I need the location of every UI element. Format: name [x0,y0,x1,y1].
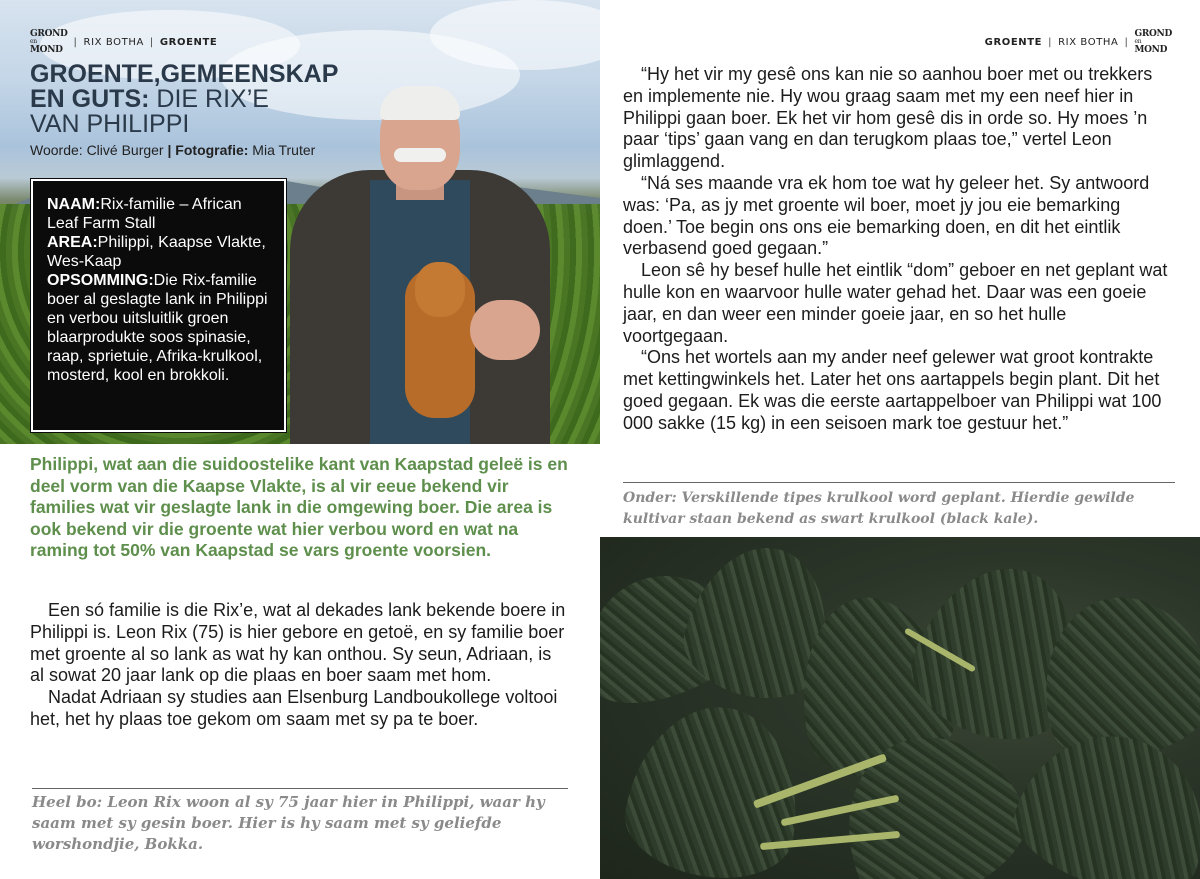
byline: Woorde: Clivé Burger | Fotografie: Mia Truter [30,142,316,158]
body-paragraph: “Hy het vir my gesê ons kan nie so aanhou boer met ou trekkers en implemente nie. Hy wou graag saam met my een neef hier in Philippi gaan boer. Ek het vir hom gesê dis in orde so. Hy moes ’n paar ‘tips’ gaan vang en dan terugkom plaas toe,” vertel Leon glimlaggend. [623,64,1153,172]
grond-en-mond-logo: GROND en MOND [1134,29,1172,55]
caption-divider [32,788,568,789]
header-section: GROENTE [984,36,1043,48]
info-naam-value: Rix-familie – African Leaf Farm Stall [47,196,242,232]
grond-en-mond-logo: GROND en MOND [30,29,68,55]
photo-caption-top: Heel bo: Leon Rix woon al sy 75 jaar hier in Philippi, waar hy saam met sy gesin boer. Hier is hy saam met sy geliefde worshondjie, Bokka. [32,793,545,853]
body-text-left [30,600,570,731]
header-section: GROENTE [159,36,218,48]
header-author: RIX BOTHA [1058,36,1119,48]
caption-divider [623,482,1175,483]
info-area-label: AREA: [47,234,98,251]
right-page [600,0,1200,879]
body-paragraph: “Ons het wortels aan my ander neef gelewer wat groot kontrakte met kettingwinkels het. Later het ons aartappels begin plant. Dit het goed gegaan. Ek was die eerste aartappelboer van Philippi wat 100 000 sakke (15 kg) in een seisoen mark toe gestuur het.” [623,347,1162,433]
article-title: GROENTE,GEMEENSKAP EN GUTS: DIE RIX’E VAN PHILIPPI [30,60,338,138]
page-header-right: GROENTE | RIX BOTHA | GROND en MOND [984,29,1172,55]
body-text-right [623,64,1171,435]
body-paragraph: Leon sê hy besef hulle het eintlik “dom” geboer en net geplant wat hulle kon en waarvoor hulle water gehad het. Daar was een goeie jaar, en dan weer een minder goeie jaar, en so het hulle voortgegaan. [623,260,1168,346]
info-area-value: Philippi, Kaapse Vlakte, Wes-Kaap [47,234,266,270]
info-box [31,179,286,432]
info-opsomming-value: Die Rix-familie boer al geslagte lank in Philippi en verbou uitsluitlik groen blaarprodukte soos spinasie, raap, sprietuie, Afrika-krulkool, mosterd, kool en brokkoli. [47,272,268,384]
body-paragraph: Nadat Adriaan sy studies aan Elsenburg Landboukollege voltooi het, het hy plaas toe gekom om saam met sy pa te boer. [30,687,558,729]
body-paragraph: Een só familie is die Rix’e, wat al dekades lank bekende boere in Philippi is. Leon Rix (75) is hier gebore en getoë, en sy familie boer met groente al so lank as wat hy kan onthou. Sy seun, Adriaan, is al sowat 20 jaar lank op die plaas en boer saam met hom. [30,600,566,686]
kale-photo [600,537,1200,879]
photo-caption-bottom: Onder: Verskillende tipes krulkool word geplant. Hierdie gewilde kultivar staan bekend as swart krulkool (black kale). [623,490,1135,527]
body-paragraph: “Ná ses maande vra ek hom toe wat hy geleer het. Sy antwoord was: ‘Pa, as jy met groente wil boer, moet jy jou eie bemarking doen.’ Toe begin ons ons eie bemarking doen, en dit het eintlik verbasend goed gegaan.” [623,172,1150,259]
header-author: RIX BOTHA [83,36,144,48]
page-header-left: GROND en MOND | RIX BOTHA | GROENTE [30,29,218,55]
intro-paragraph: Philippi, wat aan die suidoostelike kant van Kaapstad geleë is en deel vorm van die Kaapse Vlakte, is al vir eeue bekend vir families wat vir geslagte lank in die omgewing boer. Die area is ook bekend vir die groente wat hier verbou word en wat na raming tot 50% van Kaapstad se vars groente voorsien. [30,454,568,561]
info-naam-label: NAAM: [47,196,101,213]
info-opsomming-label: OPSOMMING: [47,272,154,289]
